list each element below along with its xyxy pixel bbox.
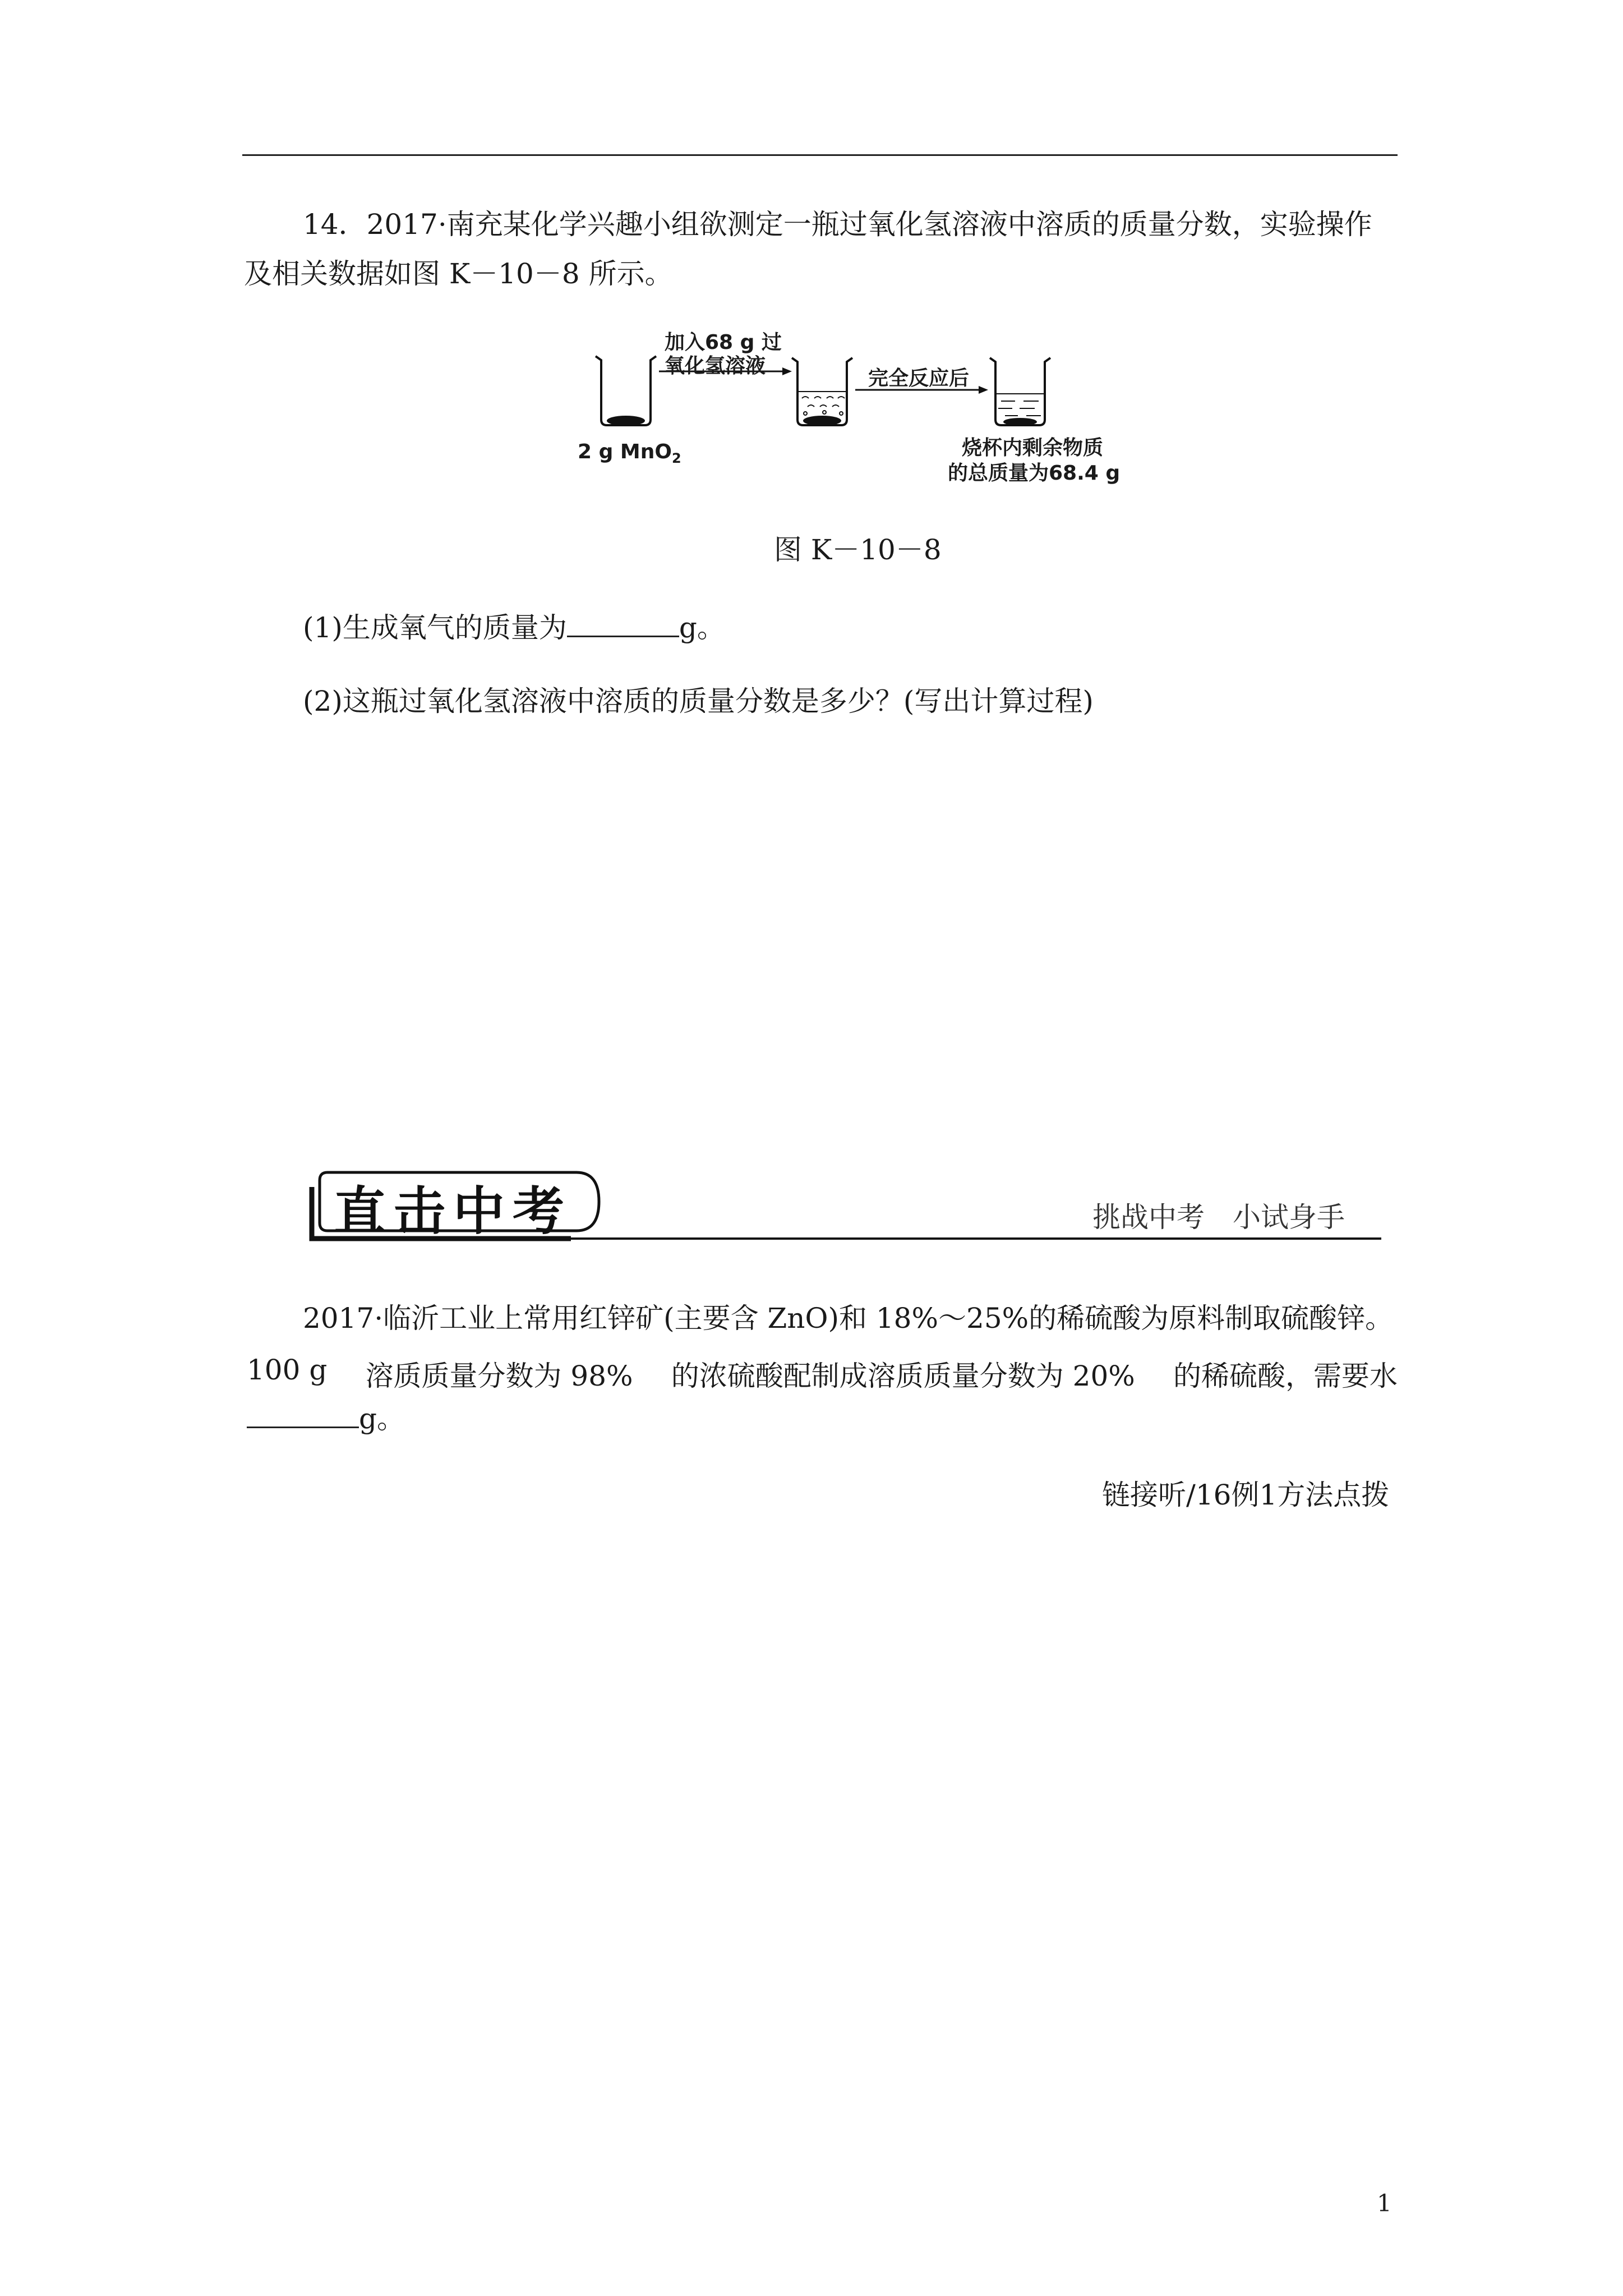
- beaker1-label-subscript: 2: [671, 450, 681, 466]
- exam-line1: 2017·临沂工业上常用红锌矿(主要含 ZnO)和 18%～25%的稀硫酸为原料制取硫酸锌。: [303, 1302, 1394, 1335]
- beaker1-label-text: 2 g MnO: [578, 440, 672, 463]
- arrow2-label: 完全反应后: [868, 367, 970, 390]
- arrow-2-head: [979, 386, 988, 394]
- exam-line3-unit: g。: [359, 1402, 405, 1435]
- q14-sub1: [303, 613, 725, 642]
- beaker1-label: [578, 440, 681, 466]
- mno2-powder-1: [607, 416, 645, 426]
- answer-blank-2[interactable]: [247, 1404, 359, 1428]
- beaker3-label-line1: 烧杯内剩余物质: [962, 436, 1104, 459]
- experiment-figure: [561, 325, 1144, 494]
- q14-sub1-text: (1)生成氧气的质量为: [303, 611, 567, 644]
- remaining-liquid: [997, 394, 1044, 416]
- beaker-1: [596, 356, 656, 425]
- q14-line2: 及相关数据如图 K－10－8 所示。: [244, 257, 673, 290]
- banner-title: 直击中考: [334, 1181, 573, 1241]
- page-number: 1: [1377, 2189, 1392, 2217]
- beaker-3: [990, 358, 1050, 425]
- beaker3-label-line2: 的总质量为68.4 g: [948, 462, 1121, 485]
- exam-line2-part2: 溶质质量分数为 98%: [365, 1360, 633, 1392]
- exam-line3: [247, 1404, 405, 1433]
- bubbling-liquid: [799, 392, 846, 415]
- banner-right-text: 挑战中考 小试身手: [1092, 1201, 1345, 1234]
- arrow1-label-line1: 加入68 g 过: [665, 331, 782, 354]
- section-banner: [307, 1167, 1384, 1243]
- q14-sub2: (2)这瓶过氧化氢溶液中溶质的质量分数是多少？(写出计算过程): [303, 685, 1094, 717]
- arrow-1-head: [782, 367, 792, 375]
- exam-line2: [247, 1354, 1398, 1394]
- header-rule: [242, 154, 1398, 156]
- mno2-powder-3: [1003, 418, 1037, 426]
- exam-line2-part4: 的稀硫酸，需要水: [1173, 1360, 1398, 1392]
- exam-line2-part1: 100 g: [247, 1354, 328, 1386]
- mno2-powder-2: [803, 416, 841, 426]
- figure-caption: 图 K－10－8: [774, 533, 942, 566]
- exam-line2-part3: 的浓硫酸配制成溶质质量分数为 20%: [671, 1360, 1135, 1392]
- arrow1-label-line2: 氧化氢溶液: [665, 355, 766, 378]
- q14-sub1-unit: g。: [679, 611, 725, 644]
- q14-line1: 14．2017·南充某化学兴趣小组欲测定一瓶过氧化氢溶液中溶质的质量分数，实验操作: [303, 208, 1372, 241]
- method-link[interactable]: 链接听/16例1方法点拨: [1102, 1479, 1390, 1511]
- answer-blank-1[interactable]: [567, 613, 679, 637]
